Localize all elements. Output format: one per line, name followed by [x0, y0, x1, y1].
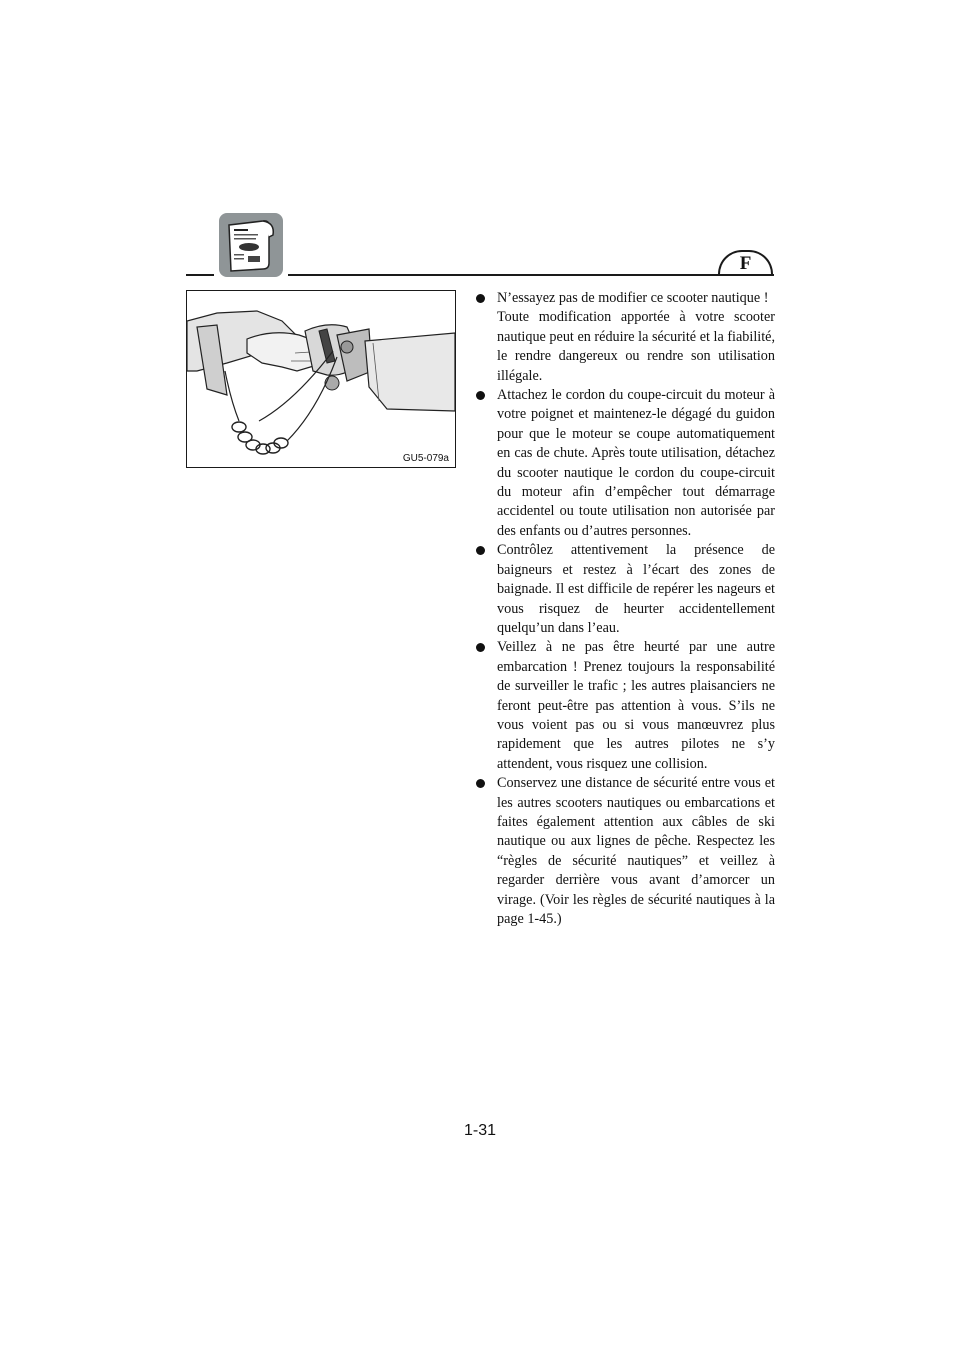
- list-item-text: Attachez le cordon du coupe-circuit du moteur à votre poignet et maintenez-le dégagé du guidon pour que le moteur se coupe automatiquement en cas de chute. Après toute utilisation, détachez du scooter nautique le cordon du coupe-circuit du moteur afin d’empêcher tout démarrage accidentel ou toute utilisation non autorisée par des enfants ou d’autres personnes.: [497, 387, 775, 539]
- manual-book-icon: [219, 213, 283, 277]
- figure-code: GU5-079a: [402, 453, 449, 464]
- list-item: [475, 386, 775, 541]
- safety-bullet-list: [475, 289, 775, 929]
- page-number: 1-31: [463, 1122, 497, 1139]
- bullet-icon: [476, 643, 485, 652]
- language-badge: F: [718, 250, 773, 274]
- list-item-text: Conservez une distance de sécurité entre vous et les autres scooters nautiques ou embarcations et faites également attention aux câbles de ski nautique ou aux lignes de pêche. Respectez les “règles de sécurité nautiques” et veillez à regarder derrière vous avant d’amorcer un virage. (Voir les règles de sécurité nautiques à la page 1-45.): [497, 775, 775, 927]
- header-rule-left: [186, 274, 214, 276]
- list-item: [475, 774, 775, 929]
- list-item: [475, 289, 775, 386]
- bullet-icon: [476, 294, 485, 303]
- list-item-text: Contrôlez attentivement la présence de baigneurs et restez à l’écart des zones de baignade. Il est difficile de repérer les nageurs et vous risquez de heurter accidentellement quelqu’un dans l’eau.: [497, 542, 775, 636]
- wrist-lanyard-illustration: [187, 291, 455, 467]
- list-item-text: Toute modification apportée à votre scooter nautique peut en réduire la sécurité et la fiabilité, le rendre dangereux ou rendre son utilisation illégale.: [497, 309, 775, 384]
- list-item: [475, 541, 775, 638]
- bullet-icon: [476, 391, 485, 400]
- lanyard-illustration: [186, 290, 456, 468]
- list-item-text: N’essayez pas de modifier ce scooter nautique !: [497, 290, 769, 306]
- bullet-icon: [476, 546, 485, 555]
- bullet-icon: [476, 779, 485, 788]
- header-rule-right: [288, 274, 774, 276]
- list-item: [475, 638, 775, 774]
- list-item-text: Veillez à ne pas être heurté par une autre embarcation ! Prenez toujours la responsabilité de surveiller le trafic ; les autres plaisanciers ne feront peut-être pas attention à vous. S’ils ne vous voient pas ou si vous manœuvrez plus rapidement que les autres pilotes ne s’y attendent, vous risquez une collision.: [497, 639, 775, 772]
